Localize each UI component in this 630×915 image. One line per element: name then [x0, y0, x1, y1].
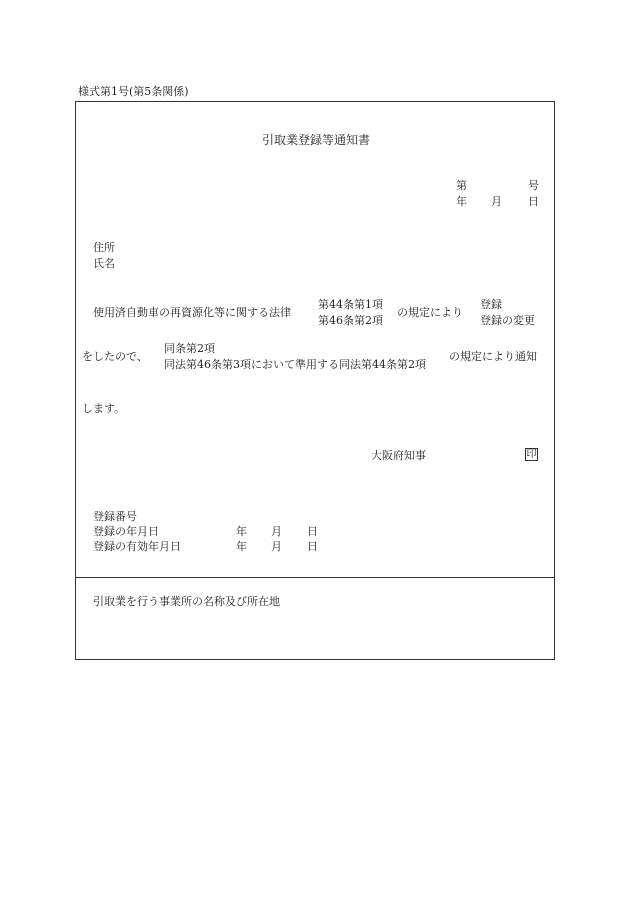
action-option-2: 登録の変更 — [480, 314, 535, 327]
registration-date-year: 年 — [236, 525, 247, 538]
date-month: 月 — [491, 195, 502, 208]
expiry-date-month: 月 — [271, 540, 282, 553]
did-text: をしたので、 — [82, 350, 148, 363]
date-day: 日 — [528, 195, 539, 208]
section-divider — [75, 577, 555, 578]
law-name: 使用済自動車の再資源化等に関する法律 — [93, 306, 291, 319]
action-option-1: 登録 — [480, 298, 502, 311]
recipient-address-label: 住所 — [93, 241, 115, 254]
expiry-date-year: 年 — [236, 540, 247, 553]
document-title: 引取業登録等通知書 — [262, 133, 371, 147]
doc-number-prefix: 第 — [456, 179, 467, 192]
registration-date-day: 日 — [307, 525, 318, 538]
office-section-label: 引取業を行う事業所の名称及び所在地 — [93, 595, 280, 608]
expiry-date-day: 日 — [307, 540, 318, 553]
article-option-2: 第46条第2項 — [318, 314, 383, 327]
expiry-date-label: 登録の有効年月日 — [93, 540, 181, 553]
form-label: 様式第1号(第5条関係) — [78, 85, 189, 98]
closing-text: します。 — [82, 402, 126, 415]
registration-date-month: 月 — [271, 525, 282, 538]
registration-number-label: 登録番号 — [93, 510, 137, 523]
clause-option-1: 同条第2項 — [164, 342, 215, 355]
recipient-name-label: 氏名 — [93, 257, 115, 270]
article-option-1: 第44条第1項 — [318, 298, 383, 311]
seal-mark: 印 — [526, 449, 537, 460]
notify-text: の規定により通知 — [449, 350, 537, 363]
issuer-title: 大阪府知事 — [371, 449, 426, 462]
date-year: 年 — [456, 195, 467, 208]
clause-option-2: 同法第46条第3項において準用する同法第44条第2項 — [164, 358, 426, 371]
provision-text: の規定により — [397, 306, 463, 319]
registration-date-label: 登録の年月日 — [93, 525, 159, 538]
doc-number-suffix: 号 — [528, 179, 539, 192]
